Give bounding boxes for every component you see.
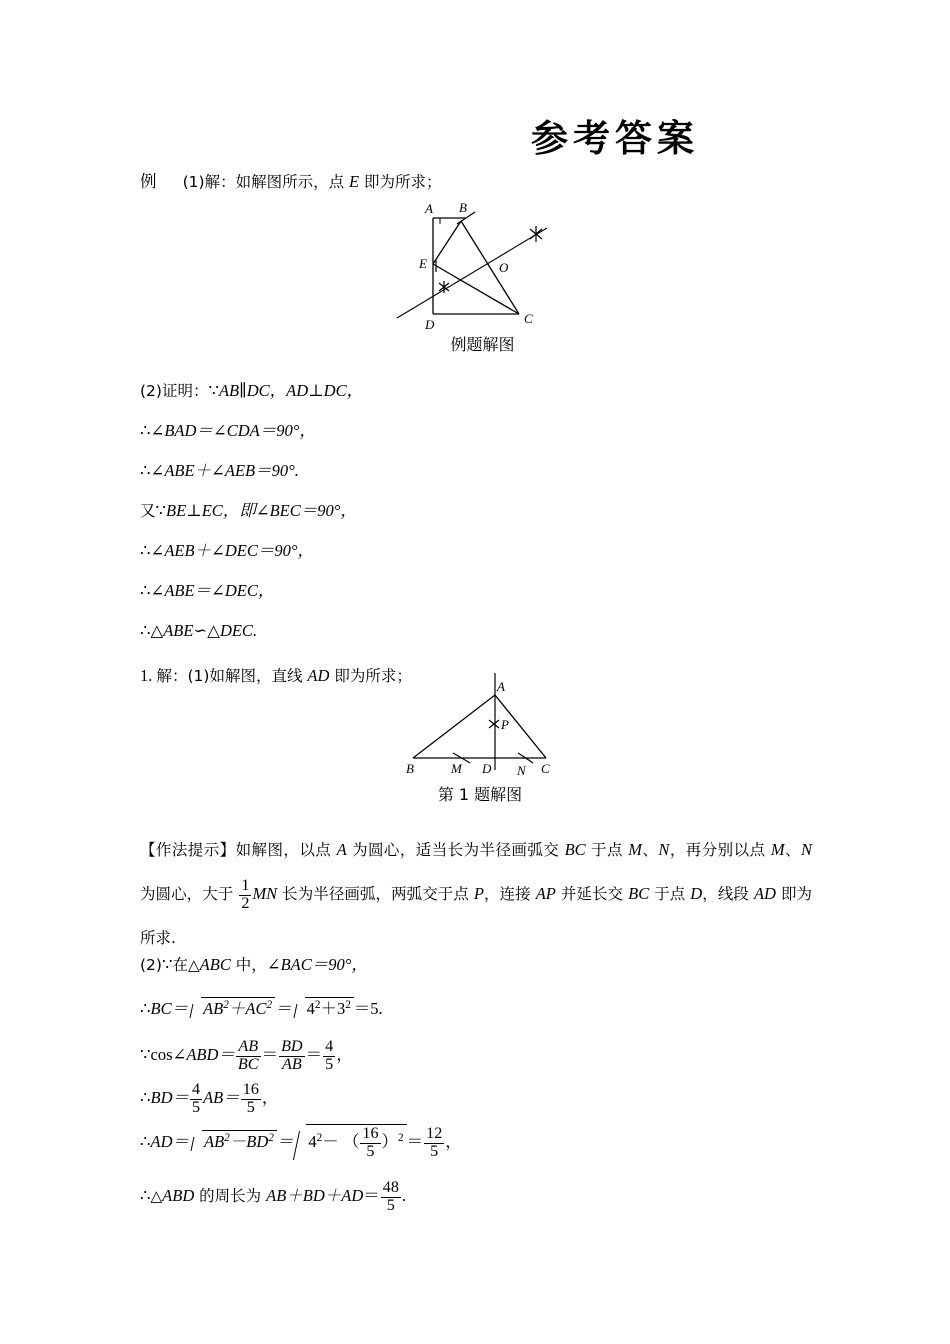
hint-seg8: 并延长交 bbox=[555, 885, 629, 903]
triangle-icon-2 bbox=[151, 1186, 163, 1205]
therefore-symbol-6: ∴ bbox=[140, 999, 151, 1019]
solution-line-6 bbox=[140, 1180, 406, 1215]
equals-5: ＝ bbox=[406, 1132, 424, 1152]
equals-4: ＝ bbox=[276, 1132, 294, 1152]
figure-example-diagram bbox=[395, 196, 570, 354]
figure2-label-C: C bbox=[541, 761, 550, 776]
problem1-number: 1. bbox=[140, 666, 153, 685]
figure1-label-C: C bbox=[524, 311, 533, 326]
hint-sep1: 、 bbox=[642, 841, 659, 859]
ab-term: AB＝ bbox=[203, 1088, 240, 1108]
figure1-label-B: B bbox=[459, 200, 467, 215]
therefore-symbol-3: ∴ bbox=[140, 541, 151, 560]
arc-cross-mark-1 bbox=[439, 281, 449, 293]
solution-triangle-abc: ABC bbox=[199, 955, 231, 974]
proof-line2-text: ∠BAD＝∠CDA＝90°， bbox=[150, 421, 316, 440]
proof-line3-text: ∠ABE＋∠AEB＝90°. bbox=[150, 461, 299, 480]
perimeter-text: 的周长为 bbox=[194, 1187, 267, 1206]
fraction-16-5: $\frac{16}{5}$ bbox=[242, 1081, 259, 1116]
proof-line4-text: BE⊥EC，即∠BEC＝90°， bbox=[166, 501, 357, 520]
hint-seg10: ，线段 bbox=[702, 885, 754, 903]
problem1-part1-var: AD bbox=[307, 666, 330, 685]
page-title: 参考答案 bbox=[531, 117, 699, 160]
proof-intro-pre: (2)证明： bbox=[140, 382, 209, 400]
figure2-label-B: B bbox=[406, 761, 414, 776]
arc-cross-mark-P bbox=[489, 720, 499, 728]
example-part1-pre: (1)解：如解图所示，点 bbox=[182, 173, 350, 191]
fraction-48-5: $\frac{48}{5}$ bbox=[382, 1179, 399, 1214]
proof-line-intro bbox=[140, 381, 363, 401]
proof-line7-text: △ABE∽△DEC. bbox=[150, 621, 258, 640]
angle-abd-label: ABD＝ bbox=[186, 1045, 235, 1065]
solution-cn-zai: 在 bbox=[172, 956, 188, 974]
hint-seg1: 如解图，以点 bbox=[235, 841, 337, 859]
hint-tag: 【作法提示】 bbox=[140, 841, 236, 859]
triangle-abd-label: ABD bbox=[162, 1186, 195, 1206]
example-part1-post: 即为所求； bbox=[359, 173, 442, 191]
figure-problem1-diagram bbox=[400, 668, 560, 804]
fraction-4-5: $\frac{4}{5}$ bbox=[325, 1038, 334, 1073]
solution-line-5 bbox=[140, 1124, 462, 1161]
hint-seg11: 即为所求. bbox=[140, 885, 812, 947]
proof-line-7 bbox=[140, 621, 257, 641]
figure2-label-N: N bbox=[517, 763, 526, 778]
figure1-label-A: A bbox=[425, 201, 433, 216]
proof-line1-text: AB∥DC，AD⊥DC， bbox=[218, 381, 364, 400]
problem1-part1-b: 即为所求； bbox=[329, 667, 412, 685]
solution-line-2 bbox=[140, 997, 383, 1019]
hint-var-BC: BC bbox=[564, 840, 586, 859]
hint-seg4: ，再分别以点 bbox=[669, 841, 771, 859]
hint-var-A: A bbox=[336, 840, 347, 859]
comma-1: ， bbox=[336, 1045, 353, 1065]
figure1-label-D: D bbox=[425, 317, 435, 331]
hint-var-MN: MN bbox=[252, 884, 278, 903]
therefore-symbol-4: ∴ bbox=[140, 581, 151, 600]
bd-label: BD＝ bbox=[150, 1088, 189, 1108]
therefore-symbol-8: ∴ bbox=[140, 1132, 151, 1152]
therefore-symbol-9: ∴ bbox=[140, 1186, 151, 1206]
hint-seg3: 于点 bbox=[585, 841, 629, 859]
figure1-caption: 例题解图 bbox=[450, 335, 515, 354]
figure2-label-P: P bbox=[501, 717, 509, 732]
hint-var-AP: AP bbox=[535, 884, 556, 903]
hint-seg9: 于点 bbox=[649, 885, 691, 903]
equals-2: ＝ bbox=[261, 1045, 279, 1065]
because-symbol-4: ∵ bbox=[140, 1045, 151, 1065]
proof-line-4 bbox=[140, 501, 357, 521]
figure1-label-E: E bbox=[419, 256, 427, 271]
arc-cross-mark-2 bbox=[530, 226, 542, 242]
construction-hint-paragraph bbox=[140, 828, 812, 960]
therefore-symbol-1: ∴ bbox=[140, 421, 151, 440]
fraction-12-5: $\frac{12}{5}$ bbox=[426, 1125, 443, 1160]
solution-part2-label: (2) bbox=[140, 956, 162, 974]
figure-example-svg bbox=[395, 196, 570, 331]
hint-frac-num: 1 bbox=[241, 876, 250, 894]
figure1-label-O: O bbox=[499, 260, 509, 275]
proof-line5-text: ∠AEB＋∠DEC＝90°， bbox=[150, 541, 314, 560]
ad-label: AD＝ bbox=[150, 1132, 189, 1152]
fraction-bd-ab: $\frac{BD}{AB}$ bbox=[281, 1038, 303, 1073]
hint-seg2: 为圆心，适当长为半径画弧交 bbox=[346, 841, 565, 859]
therefore-symbol-7: ∴ bbox=[140, 1088, 151, 1108]
hint-var-N2: N bbox=[800, 840, 812, 859]
proof-line6-text: ∠ABE＝∠DEC， bbox=[150, 581, 275, 600]
fraction-4-5-b: $\frac{4}{5}$ bbox=[192, 1081, 201, 1116]
example-part1-var: E bbox=[349, 172, 360, 191]
bc-value: ＝5. bbox=[353, 999, 383, 1019]
solution-cn-zhong: 中， bbox=[230, 956, 267, 974]
fraction-16-5-b: $\frac{16}{5}$ bbox=[362, 1125, 379, 1160]
hint-fraction-half bbox=[239, 878, 251, 913]
figure-problem1-svg bbox=[400, 668, 560, 780]
because-symbol-3: ∵ bbox=[161, 955, 173, 974]
hint-seg7: ，连接 bbox=[483, 885, 536, 903]
equals-3: ＝ bbox=[305, 1045, 323, 1065]
hint-var-BC2: BC bbox=[628, 884, 650, 903]
hint-seg5: 为圆心，大于 bbox=[140, 885, 239, 903]
comma-2: ， bbox=[261, 1088, 279, 1108]
triangle-icon-1 bbox=[188, 955, 200, 974]
therefore-symbol-2: ∴ bbox=[140, 461, 151, 480]
sqrt-ab2-minus-bd2: $AB^2-BD^2$ bbox=[190, 1130, 277, 1152]
sqrt-4-minus-frac: $4^2-$ （ $\frac{16}{5}$ ）$^2$ bbox=[294, 1124, 406, 1161]
figure2-caption: 第 1 题解图 bbox=[437, 785, 523, 804]
because-symbol-1: ∵ bbox=[208, 381, 219, 400]
example-label: 例 bbox=[140, 172, 157, 191]
solution-angle-bac: ∠BAC＝90°， bbox=[266, 955, 368, 974]
because-symbol-2: ∵ bbox=[155, 501, 167, 520]
hint-var-P: P bbox=[473, 884, 484, 903]
cos-label: cos bbox=[150, 1045, 173, 1065]
hint-var-D: D bbox=[690, 884, 703, 903]
figure2-label-D: D bbox=[482, 761, 492, 776]
period-1: . bbox=[401, 1186, 407, 1206]
comma-3: ， bbox=[445, 1132, 462, 1152]
proof-line-5 bbox=[140, 541, 314, 561]
therefore-symbol-5: ∴ bbox=[140, 621, 151, 640]
hint-seg6: 长为半径画弧，两弧交于点 bbox=[277, 885, 474, 903]
angle-icon-1 bbox=[173, 1045, 187, 1064]
hint-frac-den: 2 bbox=[241, 894, 250, 912]
proof-line-6 bbox=[140, 581, 274, 601]
proof-line-3 bbox=[140, 461, 299, 481]
example-part1-line bbox=[140, 172, 442, 192]
solution-line-1 bbox=[140, 955, 368, 975]
solution-line-3 bbox=[140, 1039, 353, 1074]
proof-line-2 bbox=[140, 421, 316, 441]
perimeter-expr: AB＋BD＋AD bbox=[266, 1186, 364, 1206]
equals-1: ＝ bbox=[275, 999, 292, 1019]
problem1-part1-line bbox=[140, 666, 412, 686]
hint-sep2: 、 bbox=[784, 841, 801, 859]
fraction-ab-bc: $\frac{AB}{BC}$ bbox=[237, 1038, 259, 1073]
proof-line4-prefix: 又 bbox=[140, 502, 156, 520]
solution-bc-label: BC＝ bbox=[150, 999, 189, 1019]
solution-line-4 bbox=[140, 1082, 278, 1117]
figure2-label-A: A bbox=[497, 679, 505, 694]
problem1-part1-a: 解：(1)如解图，直线 bbox=[156, 667, 308, 685]
hint-var-M2: M bbox=[770, 840, 785, 859]
sqrt-4-3: $4^2+3^2$ bbox=[293, 997, 354, 1019]
sqrt-ab2-ac2: $AB^2+AC^2$ bbox=[189, 997, 275, 1019]
hint-var-AD: AD bbox=[753, 884, 776, 903]
hint-var-N1: N bbox=[658, 840, 670, 859]
equals-6: ＝ bbox=[363, 1186, 380, 1206]
figure2-label-M: M bbox=[451, 761, 462, 776]
hint-var-M1: M bbox=[628, 840, 643, 859]
